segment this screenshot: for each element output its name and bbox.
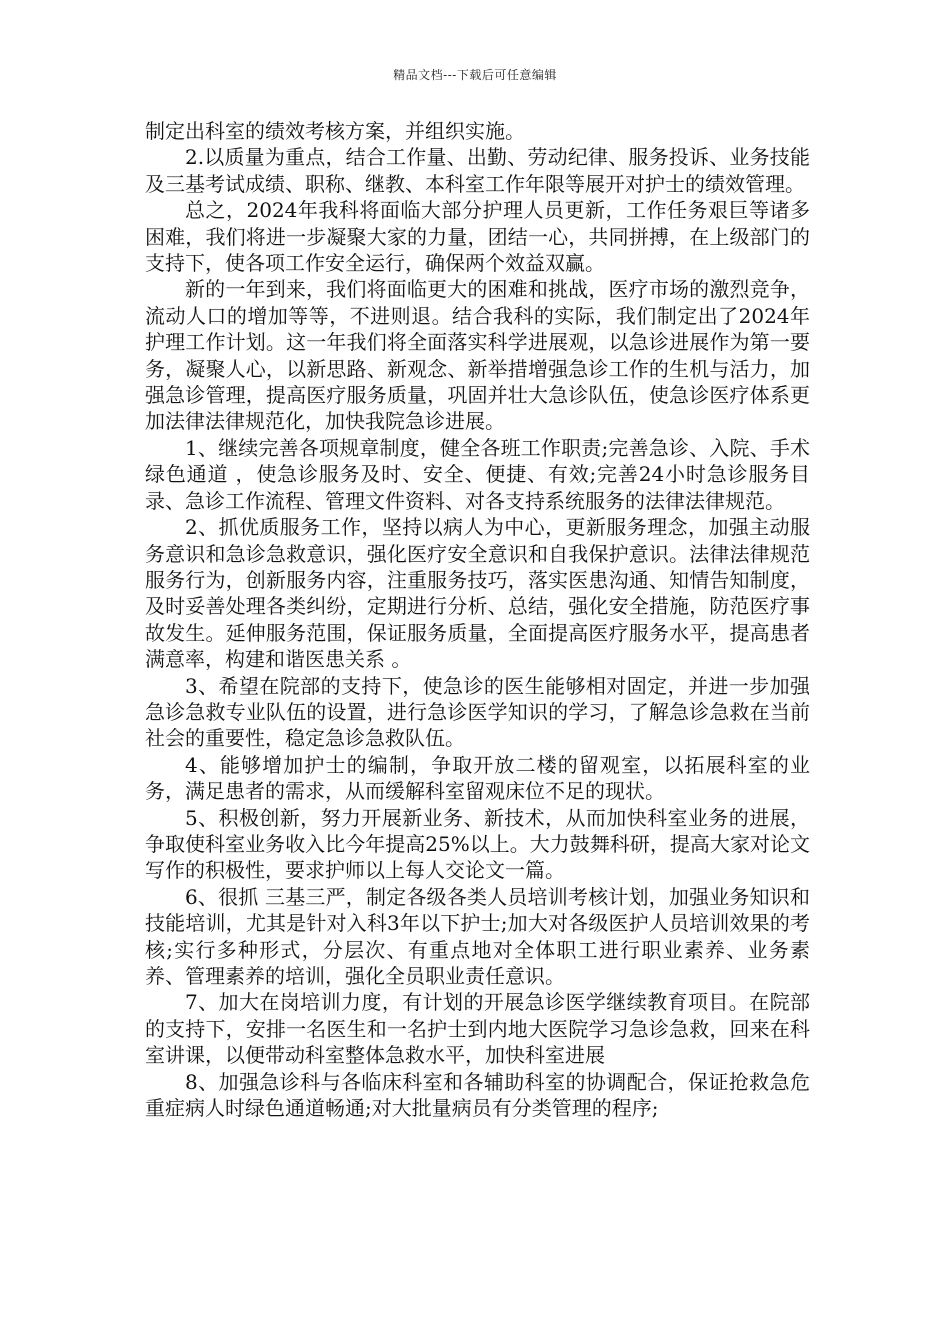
paragraph-8: 5、积极创新，努力开展新业务、新技术，从而加快科室业务的进展，争取使科室业务收入比今年提高25%以上。大力鼓舞科研，提高大家对论文写作的积极性，要求护师以上每人交论文一篇。	[145, 805, 810, 883]
page-header: 精品文档---下载后可任意编辑	[393, 68, 557, 82]
document-body	[145, 118, 810, 1121]
paragraph-10: 7、加大在岗培训力度，有计划的开展急诊医学继续教育项目。在院部的支持下，安排一名医生和一名护士到内地大医院学习急诊急救，回来在科室讲课，以便带动科室整体急救水平，加快科室进展	[145, 990, 810, 1068]
paragraph-1: 2.以质量为重点，结合工作量、出勤、劳动纪律、服务投诉、业务技能及三基考试成绩、职称、继教、本科室工作年限等展开对护士的绩效管理。	[145, 145, 810, 196]
paragraph-11: 8、加强急诊科与各临床科室和各辅助科室的协调配合，保证抢救急危重症病人时绿色通道畅通;对大批量病员有分类管理的程序;	[145, 1069, 810, 1121]
paragraph-9: 6、很抓 三基三严，制定各级各类人员培训考核计划，加强业务知识和技能培训，尤其是针对入科3年以下护士;加大对各级医护人员培训效果的考核;实行多种形式，分层次、有重点地对全体职工进行职业素养、业务素养、管理素养的培训，强化全员职业责任意识。	[145, 884, 810, 988]
paragraph-0: 制定出科室的绩效考核方案，并组织实施。	[145, 119, 525, 143]
paragraph-6: 3、希望在院部的支持下，使急诊的医生能够相对固定，并进一步加强急诊急救专业队伍的设置，进行急诊医学知识的学习，了解急诊急救在当前社会的重要性，稳定急诊急救队伍。	[145, 673, 810, 751]
paragraph-4: 1、继续完善各项规章制度，健全各班工作职责;完善急诊、入院、手术 绿色通道 ，使急诊服务及时、安全、便捷、有效;完善24小时急诊服务目录、急诊工作流程、管理文件资料、对各支持系统服务的法律法律规范。	[145, 435, 810, 513]
paragraph-3: 新的一年到来，我们将面临更大的困难和挑战，医疗市场的激烈竞争，流动人口的增加等等，不进则退。结合我科的实际，我们制定出了2024年护理工作计划。这一年我们将全面落实科学进展观，以急诊进展作为第一要务，凝聚人心，以新思路、新观念、新举措增强急诊工作的生机与活力，加强急诊管理，提高医疗服务质量，巩固并壮大急诊队伍，使急诊医疗体系更加法律法律规范化，加快我院急诊进展。	[145, 277, 810, 434]
paragraph-7: 4、能够增加护士的编制，争取开放二楼的留观室，以拓展科室的业务，满足患者的需求，从而缓解科室留观床位不足的现状。	[145, 752, 810, 804]
paragraph-2: 总之，2024年我科将面临大部分护理人员更新，工作任务艰巨等诸多困难，我们将进一步凝聚大家的力量，团结一心，共同拼搏，在上级部门的支持下，使各项工作安全运行，确保两个效益双赢。	[145, 198, 810, 276]
paragraph-5: 2、抓优质服务工作，坚持以病人为中心，更新服务理念，加强主动服务意识和急诊急救意识，强化医疗安全意识和自我保护意识。法律法律规范服务行为，创新服务内容，注重服务技巧，落实医患沟通、知情告知制度，及时妥善处理各类纠纷，定期进行分析、总结，强化安全措施，防范医疗事故发生。延伸服务范围，保证服务质量，全面提高医疗服务水平，提高患者满意率，构建和谐医患关系 。	[145, 515, 810, 672]
